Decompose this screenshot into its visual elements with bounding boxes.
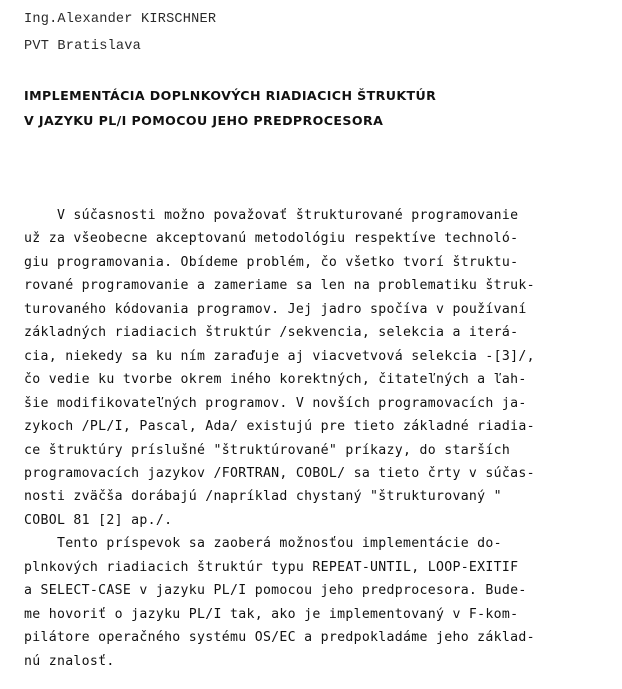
body-text-line: giu programovania. Obídeme problém, čo všetko tvorí štruktu- — [24, 254, 519, 270]
body-text-line: zykoch /PL/I, Pascal, Ada/ existujú pre tieto základné riadia- — [24, 419, 535, 435]
body-text-line: už za všeobecne akceptovanú metodológiu respektíve technoló- — [24, 231, 519, 247]
body-text-line: V súčasnosti možno považovať štrukturované programovanie — [24, 208, 519, 223]
body-text-line: programovacích jazykov /FORTRAN, COBOL/ sa tieto črty v súčas- — [24, 465, 535, 481]
body-text-line: Tento príspevok sa zaoberá možnosťou implementácie do- — [24, 536, 502, 552]
institution: PVT Bratislava — [24, 39, 142, 54]
body-text-line: nú znalosť. — [24, 653, 115, 669]
paper-title-line-1: IMPLEMENTÁCIA DOPLNKOVÝCH RIADIACICH ŠTRUKTÚR — [24, 88, 437, 103]
author-name: Ing.Alexander KIRSCHNER — [24, 12, 217, 27]
body-text-line: COBOL 81 [2] ap./. — [24, 512, 173, 528]
body-text-line: pilátore operačného systému OS/EC a predpokladáme jeho základ- — [24, 630, 535, 646]
body-text-line: nosti zväčša dorábajú /napríklad chystaný "štrukturovaný " — [24, 489, 502, 505]
body-text-line: základných riadiacich štruktúr /sekvencia, selekcia a iterá- — [24, 325, 519, 341]
body-text-line: čo vedie ku tvorbe okrem iného korektných, čitateľných a ľah- — [24, 372, 527, 388]
body-text-line: plnkových riadiacich štruktúr typu REPEAT-UNTIL, LOOP-EXITIF — [24, 559, 519, 575]
body-text-line: cia, niekedy sa ku ním zaraďuje aj viacvetvová selekcia -[3]/, — [24, 348, 535, 364]
body-text-line: a SELECT-CASE v jazyku PL/I pomocou jeho predprocesora. Bude- — [24, 583, 527, 599]
body-text-line: turovaného kódovania programov. Jej jadro spočíva v používaní — [24, 301, 527, 317]
body-text-line: rované programovanie a zameriame sa len na problematiku štruk- — [24, 278, 535, 294]
body-text-line: ce štruktúry príslušné "štruktúrované" príkazy, do starších — [24, 442, 511, 458]
paper-title-line-2: V JAZYKU PL/I POMOCOU JEHO PREDPROCESORA — [24, 113, 384, 128]
body-text-line: šie modifikovateľných programov. V novších programovacích ja- — [24, 395, 527, 411]
body-text-line: me hovoriť o jazyku PL/I tak, ako je implementovaný v F-kom- — [24, 606, 519, 622]
